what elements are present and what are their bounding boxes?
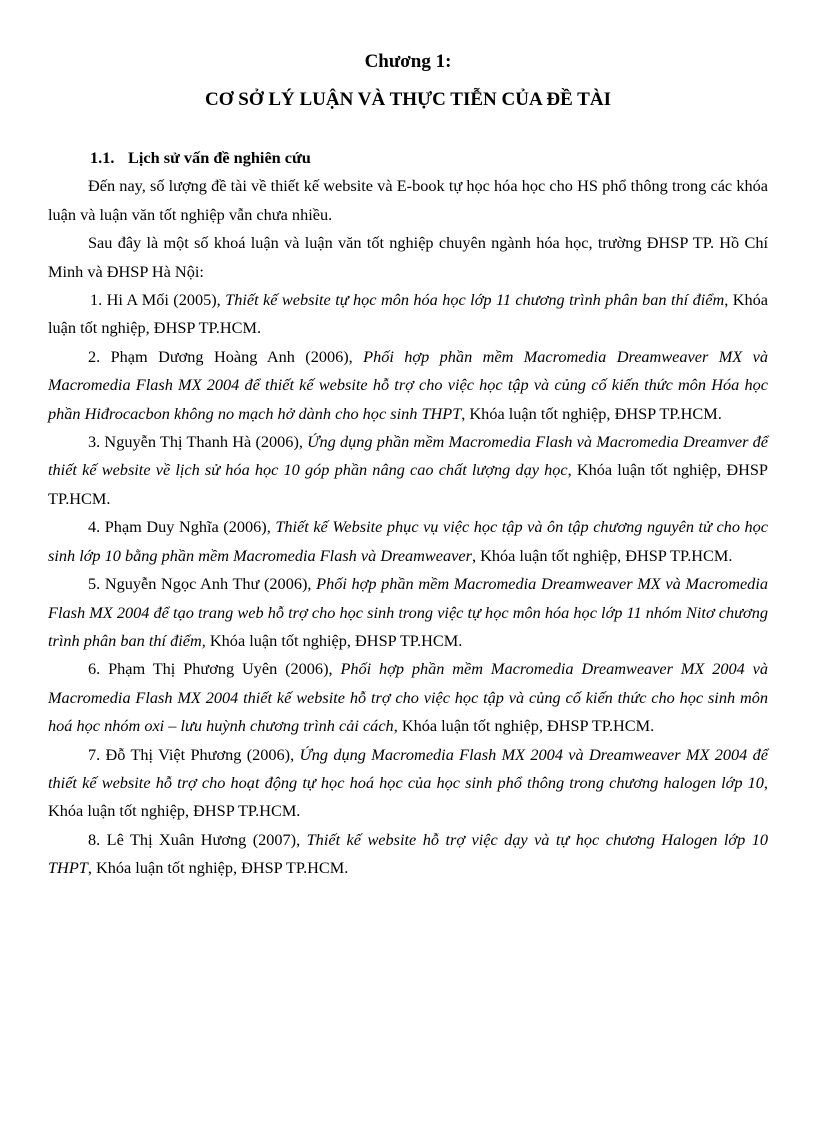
reference-source: , Khóa luận tốt nghiệp, ĐHSP TP.HCM.	[48, 772, 768, 821]
reference-author: 4. Phạm Duy Nghĩa (2006),	[88, 517, 276, 537]
reference-title: Thiết kế Website phục vụ việc học tập và ôn tập chương nguyên tử cho học sinh lớp 10 bằng phần mềm Macromedia Flash và Dreamweaver	[48, 517, 769, 565]
reference-title: Phối hợp phần mềm Macromedia Dreamweaver MX 2004 và Macromedia Flash MX 2004 thiết kế website hỗ trợ cho việc học tập và củng cố kiến thức cho học sinh môn hoá học nhóm oxi – lưu huỳnh chương trình cải cách	[48, 659, 769, 736]
reference-item	[48, 343, 768, 428]
document-body	[48, 144, 768, 883]
reference-source: , Khóa luận tốt nghiệp, ĐHSP TP.HCM.	[471, 545, 733, 565]
reference-title: Phối hợp phần mềm Macromedia Dreamweaver MX và Macromedia Flash MX 2004 để thiết kế website hỗ trợ cho việc học tập và củng cố kiến thức môn Hóa học phần Hiđrocacbon không no mạch hở dành cho học sinh THPT	[48, 346, 768, 423]
reference-author: 5. Nguyễn Ngọc Anh Thư (2006),	[88, 574, 317, 594]
reference-author: 8. Lê Thị Xuân Hương (2007),	[88, 829, 307, 849]
reference-item	[48, 826, 768, 883]
reference-source: , Khóa luận tốt nghiệp, ĐHSP TP.HCM.	[393, 716, 655, 736]
reference-item	[48, 513, 768, 570]
reference-item	[48, 570, 768, 655]
reference-source: , Khóa luận tốt nghiệp, ĐHSP TP.HCM.	[48, 460, 768, 508]
reference-source: , Khóa luận tốt nghiệp, ĐHSP TP.HCM.	[87, 858, 349, 878]
chapter-title: CƠ SỞ LÝ LUẬN VÀ THỰC TIỄN CỦA ĐỀ TÀI	[205, 89, 611, 110]
section-title: Lịch sử vấn đề nghiên cứu	[128, 148, 311, 167]
section-number: 1.1.	[90, 148, 115, 167]
reference-author: 6. Phạm Thị Phương Uyên (2006),	[88, 659, 341, 679]
reference-title: Thiết kế website tự học môn hóa học lớp 11 chương trình phân ban thí điểm	[225, 290, 725, 310]
reference-title: Thiết kế website hỗ trợ việc dạy và tự học chương Halogen lớp 10 THPT	[48, 829, 768, 878]
reference-title: Ứng dụng Macromedia Flash MX 2004 và Dreamweaver MX 2004 để thiết kế website hỗ trợ cho hoạt động tự học hoá học của học sinh phổ thông trong chương halogen lớp 10	[48, 744, 768, 792]
reference-item	[48, 428, 768, 513]
reference-author: 2. Phạm Dương Hoàng Anh (2006),	[88, 346, 364, 366]
list-intro-paragraph: Sau đây là một số khoá luận và luận văn tốt nghiệp chuyên ngành hóa học, trường ĐHSP TP. Hồ Chí Minh và ĐHSP Hà Nội:	[48, 233, 768, 281]
reference-title: Phối hợp phần mềm Macromedia Dreamweaver MX và Macromedia Flash MX 2004 để tạo trang web hỗ trợ cho học sinh trong việc tự học môn hóa học lớp 11 nhóm Nitơ chương trình phân ban thí điểm	[48, 574, 768, 650]
reference-item	[48, 286, 768, 343]
reference-source: , Khóa luận tốt nghiệp, ĐHSP TP.HCM.	[48, 290, 769, 338]
intro-paragraph: Đến nay, số lượng đề tài về thiết kế website và E-book tự học hóa học cho HS phổ thông trong các khóa luận và luận văn tốt nghiệp vẫn chưa nhiều.	[48, 176, 768, 224]
reference-item	[48, 741, 768, 826]
reference-author: 7. Đỗ Thị Việt Phương (2006),	[88, 744, 300, 764]
section-heading	[48, 144, 768, 172]
reference-title: Ứng dụng phần mềm Macromedia Flash và Macromedia Dreamver để thiết kế website về lịch sử hóa học 10 góp phần nâng cao chất lượng dạy học	[48, 432, 768, 480]
chapter-label: Chương 1:	[364, 51, 452, 72]
reference-source: , Khóa luận tốt nghiệp, ĐHSP TP.HCM.	[201, 630, 463, 650]
reference-author: 3. Nguyễn Thị Thanh Hà (2006),	[88, 432, 308, 452]
reference-source: , Khóa luận tốt nghiệp, ĐHSP TP.HCM.	[461, 403, 722, 423]
reference-item	[48, 655, 768, 740]
reference-author: 1. Hi A Mối (2005),	[90, 290, 226, 310]
